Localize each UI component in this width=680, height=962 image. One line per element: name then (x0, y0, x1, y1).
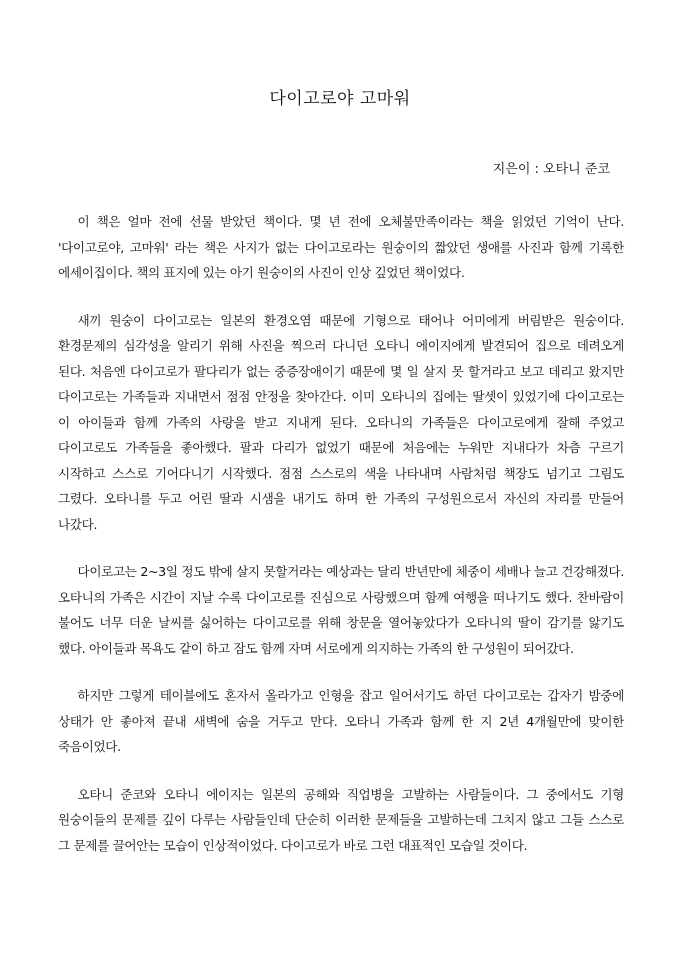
paragraph: 다이로고는 2~3일 정도 밖에 살지 못할거라는 예상과는 달리 반년만에 체중이 세배나 늘고 건강해졌다. 오타니의 가족은 시간이 지날 수록 다이고로를 진심으로 사랑했으며 함께 여행을 떠나기도 했다. 찬바람이 불어도 너무 더운 날씨를 싫어하는 다이고로를 위해 창문을 열어놓았다가 오타니의 딸이 감기를 앓기도 했다. 아이들과 목욕도 같이 하고 잠도 함께 자며 서로에게 의지하는 가족의 한 구성원이 되어갔다. (58, 564, 624, 656)
author-line: 지은이 : 오타니 준코 (492, 162, 610, 177)
document-body (58, 209, 624, 880)
paragraph: 이 책은 얼마 전에 선물 받았던 책이다. 몇 년 전에 오체불만족이라는 책을 읽었던 기억이 난다. '다이고로야, 고마워' 라는 책은 사지가 없는 다이고로라는 원숭이의 짧았던 생애를 사진과 함께 기록한 에세이집이다. 책의 표지에 있는 아기 원숭이의 사진이 인상 깊었던 책이었다. (58, 214, 624, 280)
paragraph: 하지만 그렇게 테이블에도 혼자서 올라가고 인형을 잡고 일어서기도 하던 다이고로는 갑자기 밤중에 상태가 안 좋아져 끝내 새벽에 숨을 거두고 만다. 오타니 가족과 함께 한 지 2년 4개월만에 맞이한 죽음이었다. (58, 688, 624, 754)
document-title: 다이고로야 고마워 (269, 89, 411, 109)
paragraph: 새끼 원숭이 다이고로는 일본의 환경오염 때문에 기형으로 태어나 어미에게 버림받은 원숭이다. 환경문제의 심각성을 알리기 위해 사진을 찍으러 다니던 오타니 에이지에게 발견되어 집으로 데려오게 된다. 처음엔 다이고로가 팔다리가 없는 중증장애이기 때문에 몇 일 살지 못 할거라고 보고 데리고 왔지만 다이고로는 가족들과 지내면서 점점 안정을 찾아간다. 이미 오타니의 집에는 딸셋이 있었기에 다이고로는 이 아이들과 함께 가족의 사랑을 받고 지내게 된다. 오타니의 가족들은 다이고로에게 잘해 주었고 다이고로도 가족들을 좋아했다. 팔과 다리가 없었기 때문에 처음에는 누워만 지내다가 차츰 구르기 시작하고 스스로 기어다니기 시작했다. 점점 스스로의 색을 나타내며 사람처럼 책장도 넘기고 그림도 그렸다. 오타니를 두고 어린 딸과 시샘을 내기도 하며 한 가족의 구성원으로서 자신의 자리를 만들어 나갔다. (58, 312, 624, 532)
paragraph: 오타니 준코와 오타니 에이지는 일본의 공해와 직업병을 고발하는 사람들이다. 그 중에서도 기형 원숭이들의 문제를 깊이 다루는 사람들인데 단순히 이러한 문제들을 고발하는데 그치지 않고 그들 스스로 그 문제를 끌어안는 모습이 인상적이었다. 다이고로가 바로 그런 대표적인 모습일 것이다. (58, 786, 624, 853)
